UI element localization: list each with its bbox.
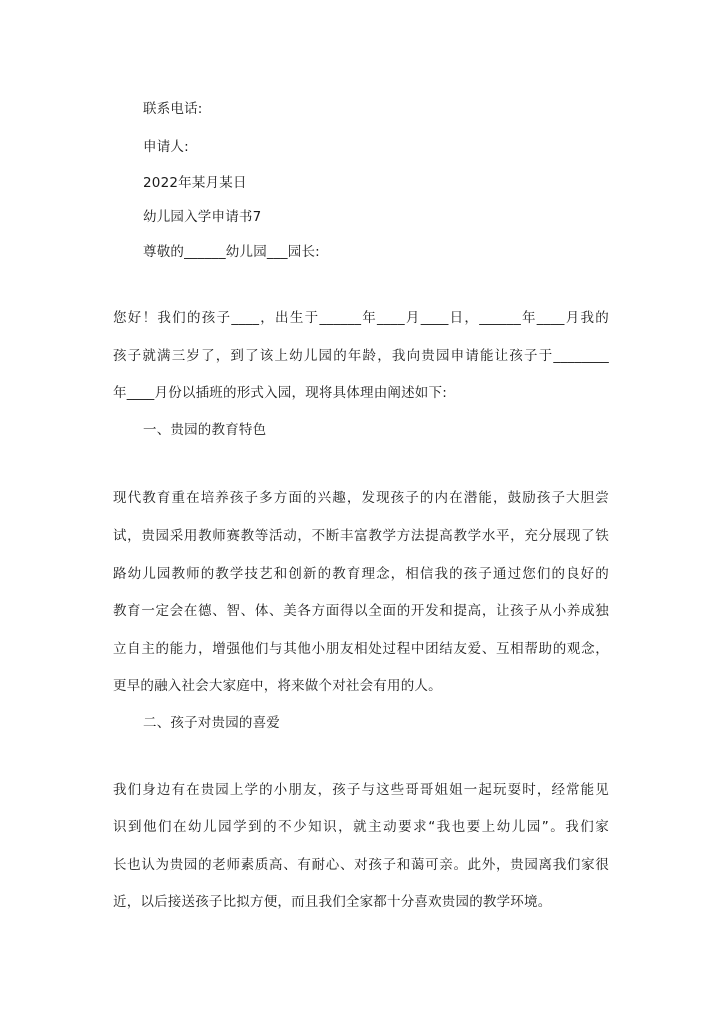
section2-line-4: 近，以后接送孩子比拟方便，而且我们全家都十分喜欢贵园的教学环境。 [113,894,552,910]
salutation: 尊敬的______幼儿园___园长: [143,244,320,260]
section2-heading: 二、孩子对贵园的喜爱 [143,715,280,731]
section1-heading: 一、贵园的教育特色 [143,422,267,438]
section1-line-4: 教育一定会在德、智、体、美各方面得以全面的开发和提高，让孩子从小养成独 [113,603,609,619]
section1-line-3: 路幼儿园教师的教学技艺和创新的教育理念，相信我的孩子通过您们的良好的 [113,566,609,582]
applicant-label: 申请人: [143,139,189,155]
section1-line-6: 更早的融入社会大家庭中，将来做个对社会有用的人。 [113,678,442,694]
intro-line-3: 年____月份以插班的形式入园，现将具体理由阐述如下: [113,385,447,401]
intro-line-2: 孩子就满三岁了，到了该上幼儿园的年龄，我向贵园申请能让孩子于________ [113,348,609,364]
section2-line-3: 长也认为贵园的老师素质高、有耐心、对孩子和蔼可亲。此外，贵园离我们家很 [113,857,609,873]
date-line: 2022年某月某日 [143,175,247,191]
intro-line-1: 您好！我们的孩子____，出生于______年____月____日，______年____月我的 [113,310,609,326]
phone-label: 联系电话: [143,101,203,117]
document-title: 幼儿园入学申请书7 [143,209,262,225]
section2-line-1: 我们身边有在贵园上学的小朋友，孩子与这些哥哥姐姐一起玩耍时，经常能见 [113,782,609,798]
section1-line-5: 立自主的能力，增强他们与其他小朋友相处过程中团结友爱、互相帮助的观念， [113,641,609,657]
section2-line-2: 识到他们在幼儿园学到的不少知识，就主动要求“我也要上幼儿园”。我们家 [113,819,609,835]
section1-line-2: 试，贵园采用教师赛教等活动，不断丰富教学方法提高教学水平，充分展现了铁 [113,528,609,544]
section1-line-1: 现代教育重在培养孩子多方面的兴趣，发现孩子的内在潜能，鼓励孩子大胆尝 [113,490,609,506]
